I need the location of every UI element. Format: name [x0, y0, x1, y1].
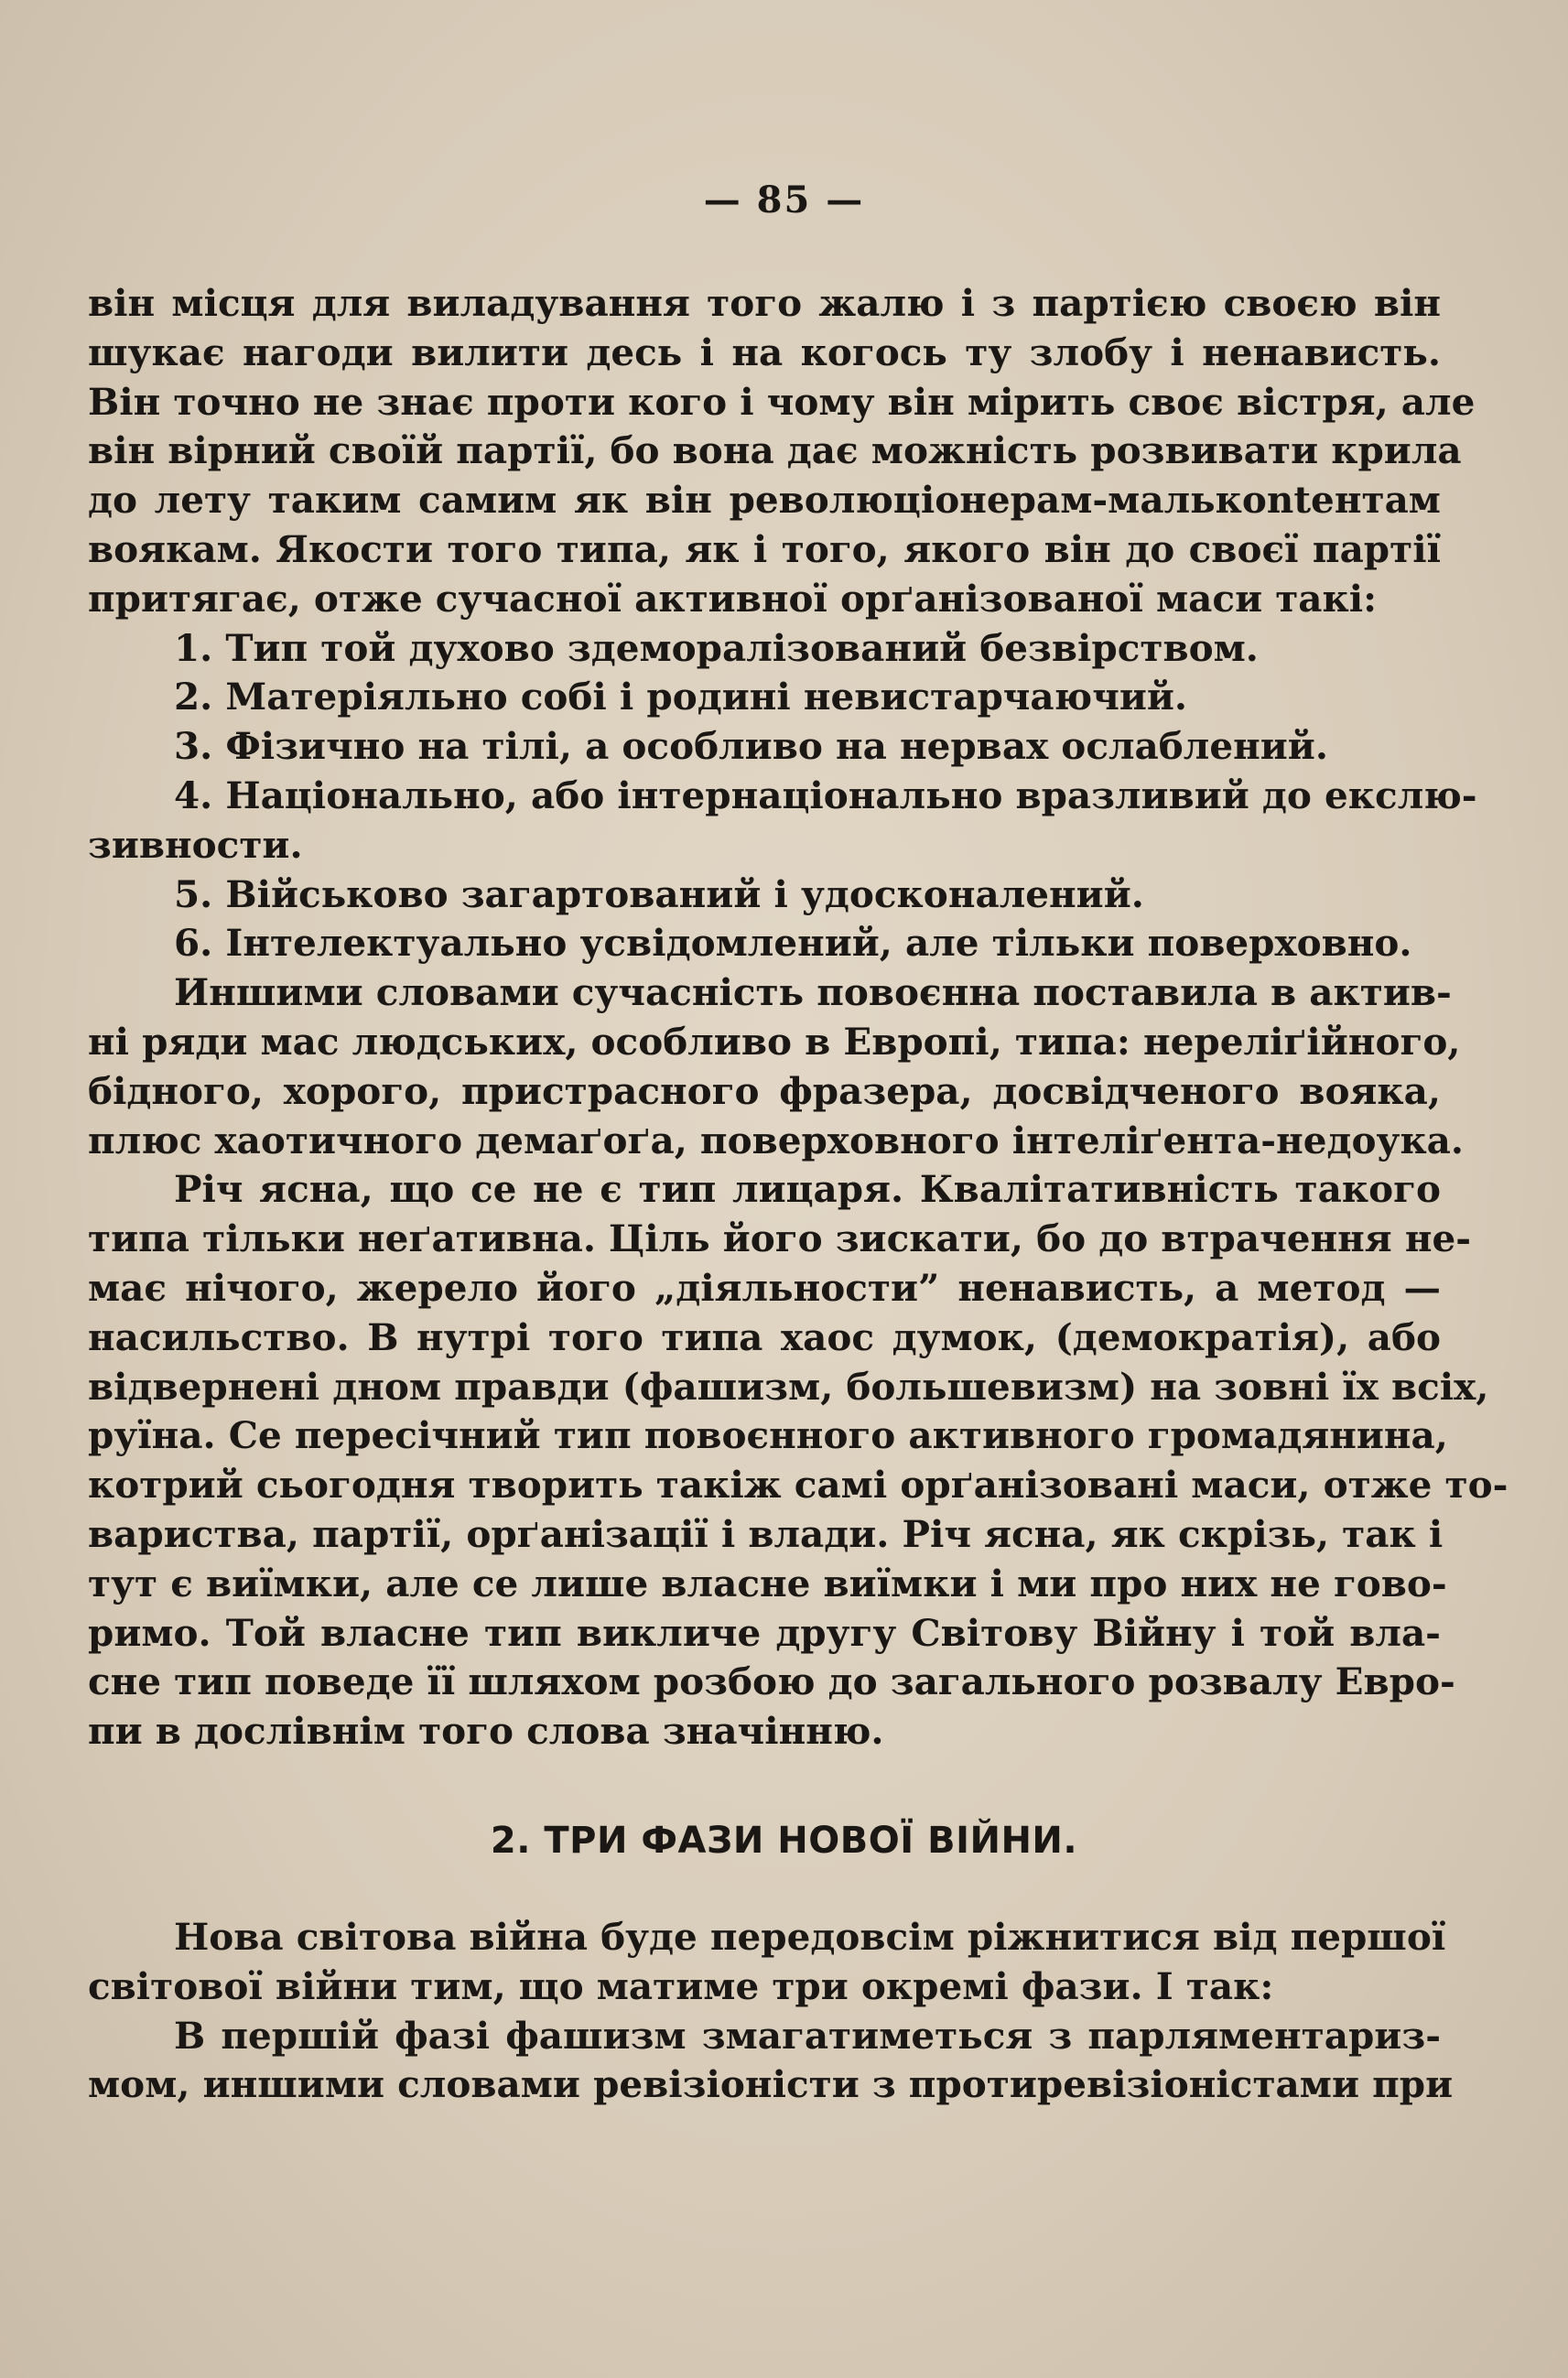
text-line: 2. Матеріяльно собі і родині невистарчаючий. [174, 675, 1188, 719]
text-line: бідного, хорого, пристрасного фразера, досвідченого вояка, [88, 1068, 1441, 1113]
text-line: котрий сьогодня творить такіж самі орґанізовані маси, отже то- [88, 1463, 1509, 1508]
text-line: тут є виїмки, але се лише власне виїмки і ми про них не гово- [88, 1561, 1447, 1605]
text-line: руїна. Се пересічний тип повоєнного активного громадянина, [88, 1413, 1448, 1458]
text-line: Иншими словами сучасність повоєнна поставила в актив- [174, 970, 1452, 1015]
text-line: 3. Фізично на тілі, а особливо на нервах ослаблений. [174, 724, 1328, 769]
page-number: — 85 — [703, 178, 865, 222]
text-line: сне тип поведе її шляхом розбою до загального розвалу Евро- [88, 1659, 1455, 1704]
section-heading: 2. ТРИ ФАЗИ НОВОЇ ВІЙНИ. [490, 1820, 1078, 1862]
text-line: він місця для виладування того жалю і з партією своєю він [88, 281, 1441, 325]
text-line: 4. Національно, або інтернаціонально вразливий до екслю- [174, 773, 1477, 817]
text-line: В першій фазі фашизм змагатиметься з парляментариз- [174, 2013, 1441, 2058]
text-line: плюс хаотичного демаґоґа, поверховного інтеліґента-недоука. [88, 1118, 1465, 1162]
text-line: воякам. Якости того типа, як і того, якого він до своєї партії [88, 526, 1441, 571]
text-line: відвернені дном правди (фашизм, большевизм) на зовні їх всіх, [88, 1364, 1489, 1409]
text-line: він вірний своїй партії, бо вона дає можність розвивати крила [88, 428, 1462, 473]
text-line: Нова світова війна буде передовсім ріжнитися від першої [174, 1915, 1446, 1959]
text-block-section [88, 1913, 1454, 2110]
text-line: шукає нагоди вилити десь і на когось ту злобу і ненависть. [88, 330, 1441, 374]
text-line: ні ряди мас людських, особливо в Европі, типа: нерелiґійного, [88, 1019, 1461, 1064]
text-line: Він точно не знає проти кого і чому він мірить своє вістря, але [88, 379, 1476, 424]
text-line: до лету таким самим як він революціонерам-малькontентам [88, 478, 1441, 523]
text-line: 5. Військово загартований і удосконалений. [174, 871, 1144, 916]
text-line: має нічого, жерело його „діяльности” ненависть, а метод — [88, 1265, 1441, 1310]
text-block-main [88, 279, 1509, 1756]
text-line: 1. Тип той духово здеморалізований безвірством. [174, 625, 1259, 670]
text-line: типа тільки неґативна. Ціль його зискати, бо до втрачення не- [88, 1216, 1472, 1261]
text-line: вариства, партії, орґанізації і влади. Річ ясна, як скрізь, так і [88, 1511, 1444, 1556]
text-line: римо. Той власне тип викличе другу Світову Війну і той вла- [88, 1610, 1441, 1655]
text-line: 6. Інтелектуально усвідомлений, але тільки поверховно. [174, 921, 1412, 966]
text-line: мом, иншими словами ревізіоністи з протиревізіоністами при [88, 2062, 1454, 2107]
text-line: насильство. В нутрі того типа хаос думок, (демократія), або [88, 1314, 1441, 1359]
text-line: притягає, отже сучасної активної орґанізованої маси такі: [88, 576, 1378, 621]
text-line: світової війни тим, що матиме три окремі фази. І так: [88, 1963, 1274, 2008]
text-line: пи в дослівнім того слова значінню. [88, 1709, 884, 1754]
text-line: Річ ясна, що се не є тип лицаря. Квалітативність такого [174, 1167, 1441, 1212]
text-line: зивности. [88, 822, 303, 867]
